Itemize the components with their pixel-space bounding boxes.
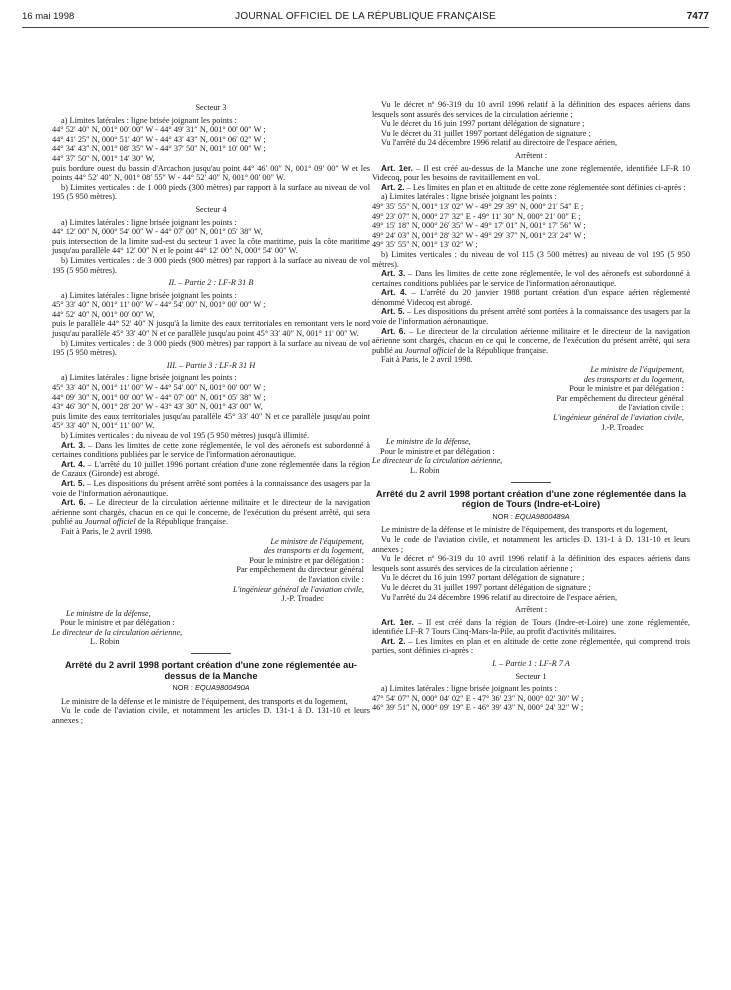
s4-coord-1: 44° 12′ 00″ N, 000° 54′ 00″ W - 44° 07′ 00″ N, 001° 05′ 38″ W, — [52, 227, 263, 237]
secteur-4-title: Secteur 4 — [195, 204, 227, 214]
left-signature-defense — [52, 609, 370, 647]
r-art1-label: Art. 1er. — [381, 162, 413, 173]
r-article-6 — [372, 327, 690, 356]
sig-line: de l'aviation civile : — [298, 574, 364, 584]
r-t1-text: – Il est créé dans la région de Tours (Indre-et-Loire) une zone réglementée, identifiée LF-R 7 Tours Cinq-Mars-la-Pile, au profit d'activités militaires. — [372, 617, 690, 637]
sig-name: J.-P. Troadec — [601, 422, 644, 432]
left-article-6 — [52, 498, 370, 527]
nor-code: EQUA9800489A — [514, 511, 570, 521]
sig-line: Le ministre de la défense, — [66, 608, 151, 618]
r-art3-label: Art. 3. — [381, 268, 406, 279]
sig-line: des transports et du logement, — [583, 374, 684, 384]
right-column — [372, 100, 690, 713]
r-t-vu5: Vu l'arrêté du 24 décembre 1996 relatif au directoire de l'espace aérien, — [381, 592, 618, 602]
r-art2-text: – Les limites en plan et en altitude de cette zone réglementée sont définies ci-après : — [404, 182, 686, 192]
p2-coord-2: 44° 52′ 40″ N, 001° 00′ 00″ W, — [52, 309, 155, 319]
r-art1-text: – Il est créé au-dessus de la Manche une zone réglementée, identifiée LF-R 10 Videcoq, pour les besoins de ravitaillement en vol. — [372, 163, 690, 183]
r-article-4 — [372, 288, 690, 307]
sig-line: Le ministre de l'équipement, — [590, 365, 684, 375]
sig-name: L. Robin — [90, 637, 120, 647]
r-t2-text: – Les limites en plan et en altitude de cette zone réglementée, qui comprend trois parties, sont définies ci-après : — [372, 636, 691, 656]
r-t-vu3: Vu le décret du 16 juin 1997 portant délégation de signature ; — [381, 573, 585, 583]
sig-line: Par empêchement du directeur général — [556, 393, 684, 403]
r-article-1 — [372, 164, 690, 183]
sig-line: des transports et du logement, — [263, 546, 364, 556]
sig-line: Le ministre de la défense, — [386, 437, 471, 447]
r-arretent: Arrêtent : — [514, 150, 548, 160]
r-art2-label: Art. 2. — [381, 181, 405, 192]
arrete-tours-title: Arrêté du 2 avril 1998 portant création d'une zone réglementée dans la région de Tours (Indre-et-Loire) — [375, 488, 687, 510]
p2-vertical: b) Limites verticales : de 3 000 pieds (900 mètres) par rapport à la surface au niveau de vol 195 (5 950 mètres). — [52, 338, 370, 358]
r-art6-label: Art. 6. — [381, 325, 406, 336]
sig-line: Pour le ministre et par délégation : — [60, 618, 175, 628]
left-fait: Fait à Paris, le 2 avril 1998. — [61, 526, 153, 536]
header-rule — [22, 27, 709, 28]
left-vu1: Vu le code de l'aviation civile, et notamment les articles D. 131-1 à D. 131-10 et leurs annexes ; — [52, 706, 370, 726]
left-art5-text: – Les dispositions du présent arrêté sont portées à la connaissance des usagers par la voie de l'information aéronautique. — [52, 478, 370, 498]
left-column — [52, 100, 370, 726]
r-vu3: Vu le décret du 16 juin 1997 portant délégation de signature ; — [381, 119, 585, 129]
left-art4-label: Art. 4. — [61, 458, 86, 469]
left-art5-label: Art. 5. — [61, 477, 85, 488]
sig-line: Le ministre de l'équipement, — [270, 536, 364, 546]
s4-text: puis intersection de la limite sud-est du secteur 1 avec la côte maritime, puis la côte maritime jusqu'au parallèle 44° 12′ 00″ N et le point 44° 12′ 00″ N, 000° 54′ 00″ W. — [52, 236, 370, 256]
left-intro: Le ministre de la défense et le ministre de l'équipement, des transports et du logement, — [61, 696, 348, 706]
left-art3-text: – Dans les limites de cette zone réglementée, le vol des aéronefs est subordonné à certaines conditions publiées par le service de l'information aéronautique. — [52, 440, 370, 460]
s3-vertical: b) Limites verticales : de 1 000 pieds (300 mètres) par rapport à la surface au niveau de vol 195 (5 950 mètres). — [52, 182, 370, 202]
r-s1-coord-2: 46° 39′ 51″ N, 000° 09′ 19″ E - 46° 39′ 43″ N, 000° 24′ 32″ W ; — [372, 703, 584, 713]
sig-line: Pour le ministre et par délégation : — [249, 555, 364, 565]
r-article-5 — [372, 307, 690, 326]
p2-lateral: a) Limites latérales : ligne brisée joignant les points : — [61, 290, 237, 300]
page-header — [0, 0, 731, 32]
r-a2-lateral: a) Limites latérales : ligne brisée joignant les points : — [381, 192, 557, 202]
r-art6-end: de la République française. — [455, 345, 549, 355]
sig-name: L. Robin — [410, 465, 440, 475]
nor-code: EQUA9800490A — [194, 683, 250, 693]
r-t-article-2 — [372, 637, 690, 656]
p3-coord-3: 43° 46′ 30″ N, 001° 28′ 20″ W - 43° 43′ 30″ N, 001° 43′ 00″ W, — [52, 402, 263, 412]
p3-vertical: b) Limites verticales : du niveau de vol 195 (5 950 mètres) jusqu'à illimité. — [61, 431, 310, 440]
header-title: JOURNAL OFFICIEL DE LA RÉPUBLIQUE FRANÇAISE — [235, 11, 496, 22]
nor-line — [52, 683, 370, 693]
r-art4-label: Art. 4. — [381, 287, 407, 298]
r-fait: Fait à Paris, le 2 avril 1998. — [381, 355, 473, 365]
sig-line: L'ingénieur général de l'aviation civile, — [233, 584, 364, 594]
sig-line: Pour le ministre et par délégation : — [380, 446, 495, 456]
s3-coord-3: 44° 34′ 43″ N, 001° 08′ 35″ W - 44° 37′ 50″ N, 001° 10′ 00″ W ; — [52, 144, 266, 154]
r-art4-text: – L'arrêté du 20 janvier 1988 portant création d'un espace aérien réglementé dénommé Videcoq est abrogé. — [372, 288, 691, 307]
s3-coord-1: 44° 52′ 40″ N, 001° 00′ 00″ W - 44° 49′ 31″ N, 001° 00′ 00″ W ; — [52, 125, 266, 135]
r-secteur-1-title: Secteur 1 — [515, 671, 547, 681]
separator-rule — [191, 653, 231, 654]
r-t-vu2: Vu le décret nº 96-319 du 10 avril 1996 relatif à la définition des espaces aériens dans lesquels sont assurés des services de la circulation aérienne ; — [372, 554, 690, 573]
r-art6-text: – Le directeur de la circulation aérienne militaire et le directeur de la navigation aérienne sont chargés, chacun en ce qui le concerne, de l'exécution du présent arrêté, qui sera publié au — [372, 326, 690, 355]
sig-line: Le directeur de la circulation aérienne, — [52, 627, 183, 637]
r-signature-equipement — [372, 365, 690, 432]
secteur-3-title: Secteur 3 — [195, 103, 227, 112]
p3-text: puis limite des eaux territoriales jusqu'au parallèle 45° 33′ 40″ N et ce parallèle jusqu'au point 45° 33′ 40″ N, 001° 11′ 00″ W. — [52, 411, 370, 431]
r-vu5: Vu l'arrêté du 24 décembre 1996 relatif au directoire de l'espace aérien, — [381, 138, 618, 148]
sig-line: L'ingénieur général de l'aviation civile, — [553, 413, 684, 422]
r-signature-defense — [372, 437, 690, 475]
s3-lateral: a) Limites latérales : ligne brisée joignant les points : — [61, 115, 237, 125]
partie-2-title: II. – Partie 2 : LF-R 31 B — [168, 278, 254, 288]
r-vu4: Vu le décret du 31 juillet 1997 portant délégation de signature ; — [381, 128, 591, 138]
left-article-3 — [52, 441, 370, 460]
sig-line: de l'aviation civile : — [618, 403, 684, 413]
r-t1-label: Art. 1er. — [381, 616, 414, 627]
r-s1-lateral: a) Limites latérales : ligne brisée joignant les points : — [381, 684, 557, 694]
left-art6-jo: Journal officiel — [84, 517, 136, 527]
s3-bordure: puis bordure ouest du bassin d'Arcachon jusqu'au point 44° 46′ 00″ N, 001° 09′ 00″ W et les points 44° 52′ 40″ N, 001° 08′ 55″ W - 44° 52′ 40″ N, 001° 00′ 00″ W. — [52, 163, 370, 183]
left-art6-text: – Le directeur de la circulation aérienne militaire et le directeur de la navigation aérienne sont chargés, chacun en ce qui le concerne, de l'exécution du présent arrêté, qui sera publié au — [52, 498, 370, 527]
p2-text: puis le parallèle 44° 52′ 40″ N jusqu'à la limite des eaux territoriales en remontant vers le nord jusqu'au parallèle 45° 33′ 40″ N et ce parallèle jusqu'au point 45° 33′ 40″ N, 001° 11′ 00″ W. — [52, 319, 370, 339]
p2-coord-1: 45° 33′ 40″ N, 001° 11′ 00″ W - 44° 54′ 00″ N, 001° 00′ 00″ W ; — [52, 300, 266, 310]
r-a2-coord: 49° 24′ 03″ N, 001° 28′ 32″ W - 49° 29′ 37″ N, 001° 23′ 24″ W ; — [372, 230, 586, 240]
nor-line — [372, 512, 690, 522]
header-page-number: 7477 — [686, 11, 709, 22]
sig-line: Le directeur de la circulation aérienne, — [372, 456, 503, 466]
nor-label: NOR : — [492, 511, 515, 521]
r-art5-label: Art. 5. — [381, 306, 405, 317]
r-art5-text: – Les dispositions du présent arrêté sont portées à la connaissance des usagers par la voie de l'information aéronautique. — [372, 307, 690, 327]
r-t2-label: Art. 2. — [381, 635, 406, 646]
r-a2-vertical: b) Limites verticales : du niveau de vol 115 (3 500 mètres) au niveau de vol 195 (5 950 mètres). — [372, 249, 690, 269]
left-art3-label: Art. 3. — [61, 439, 86, 450]
left-signature-equipement — [52, 537, 370, 604]
p3-coord-1: 45° 33′ 40″ N, 001° 11′ 00″ W - 44° 54′ 00″ N, 001° 00′ 00″ W ; — [52, 383, 266, 393]
nor-label: NOR : — [172, 683, 195, 693]
header-date: 16 mai 1998 — [22, 11, 75, 22]
s3-coord-2: 44° 41′ 25″ N, 000° 51′ 40″ W - 44° 43′ 43″ N, 001° 06′ 02″ W ; — [52, 134, 266, 144]
partie-3-title: III. – Partie 3 : LF-R 31 H — [166, 360, 256, 370]
r-article-2 — [372, 183, 690, 193]
r-a2-coord: 49° 35′ 55″ N, 001° 13′ 02″ W - 49° 29′ 39″ N, 000° 21′ 54″ E ; — [372, 201, 584, 211]
r-article-3 — [372, 269, 690, 288]
left-art6-label: Art. 6. — [61, 497, 86, 508]
left-art4-text: – L'arrêté du 10 juillet 1996 portant création d'une zone réglementée dans la région de Cazaux (Gironde) est abrogé. — [52, 459, 371, 479]
r-art6-jo: Journal officiel — [404, 345, 456, 355]
r-s1-coord-1: 47° 54′ 07″ N, 000° 04′ 02″ E - 47° 36′ 23″ N, 000° 02′ 30″ W ; — [372, 693, 584, 703]
sig-line: Pour le ministre et par délégation : — [569, 384, 684, 394]
sig-line: Par empêchement du directeur général — [236, 565, 364, 575]
s4-vertical: b) Limites verticales : de 3 000 pieds (900 mètres) par rapport à la surface au niveau de vol 195 (5 950 mètres). — [52, 255, 370, 275]
r-a2-coord: 49° 23′ 07″ N, 000° 27′ 32″ E - 49° 11′ 30″ N, 000° 21′ 00″ E ; — [372, 211, 581, 221]
left-article-5 — [52, 479, 370, 498]
p3-lateral: a) Limites latérales : ligne brisée joignant les points : — [61, 373, 237, 383]
sig-name: J.-P. Troadec — [281, 594, 324, 604]
p3-coord-2: 44° 09′ 30″ N, 001° 00′ 00″ W - 44° 07′ 00″ N, 001° 05′ 38″ W ; — [52, 392, 266, 402]
r-vu2: Vu le décret nº 96-319 du 10 avril 1996 relatif à la définition des espaces aériens dans lesquels sont assurés des services de la circulation aérienne ; — [372, 100, 690, 119]
r-t-article-1 — [372, 618, 690, 637]
r-t-vu1: Vu le code de l'aviation civile, et notamment les articles D. 131-1 à D. 131-10 et leurs annexes ; — [372, 534, 690, 554]
left-art6-end: de la République française. — [135, 517, 229, 527]
r-t-vu4: Vu le décret du 31 juillet 1997 portant délégation de signature ; — [381, 582, 591, 592]
s3-coord-4: 44° 37′ 50″ N, 001° 14′ 30″ W, — [52, 153, 155, 163]
arrete-manche-title: Arrêté du 2 avril 1998 portant création d'une zone réglementée au-dessus de la Manche — [64, 660, 358, 681]
r-partie-1-title: I. – Partie 1 : LF-R 7 A — [492, 659, 570, 669]
left-article-4 — [52, 460, 370, 479]
r-art3-text: – Dans les limites de cette zone réglementée, le vol des aéronefs est subordonné à certaines conditions publiées par le service de l'information aéronautique. — [372, 269, 690, 288]
s4-lateral: a) Limites latérales : ligne brisée joignant les points : — [61, 217, 237, 227]
r-a2-coord: 49° 15′ 18″ N, 000° 26′ 35″ W - 49° 17′ 01″ N, 001° 17′ 56″ W ; — [372, 221, 586, 231]
r-t-arretent: Arrêtent : — [514, 605, 548, 615]
r-a2-coord: 49° 35′ 55″ N, 001° 13′ 02″ W ; — [372, 240, 478, 250]
separator-rule — [511, 482, 551, 483]
r-intro: Le ministre de la défense et le ministre de l'équipement, des transports et du logement, — [381, 525, 668, 535]
